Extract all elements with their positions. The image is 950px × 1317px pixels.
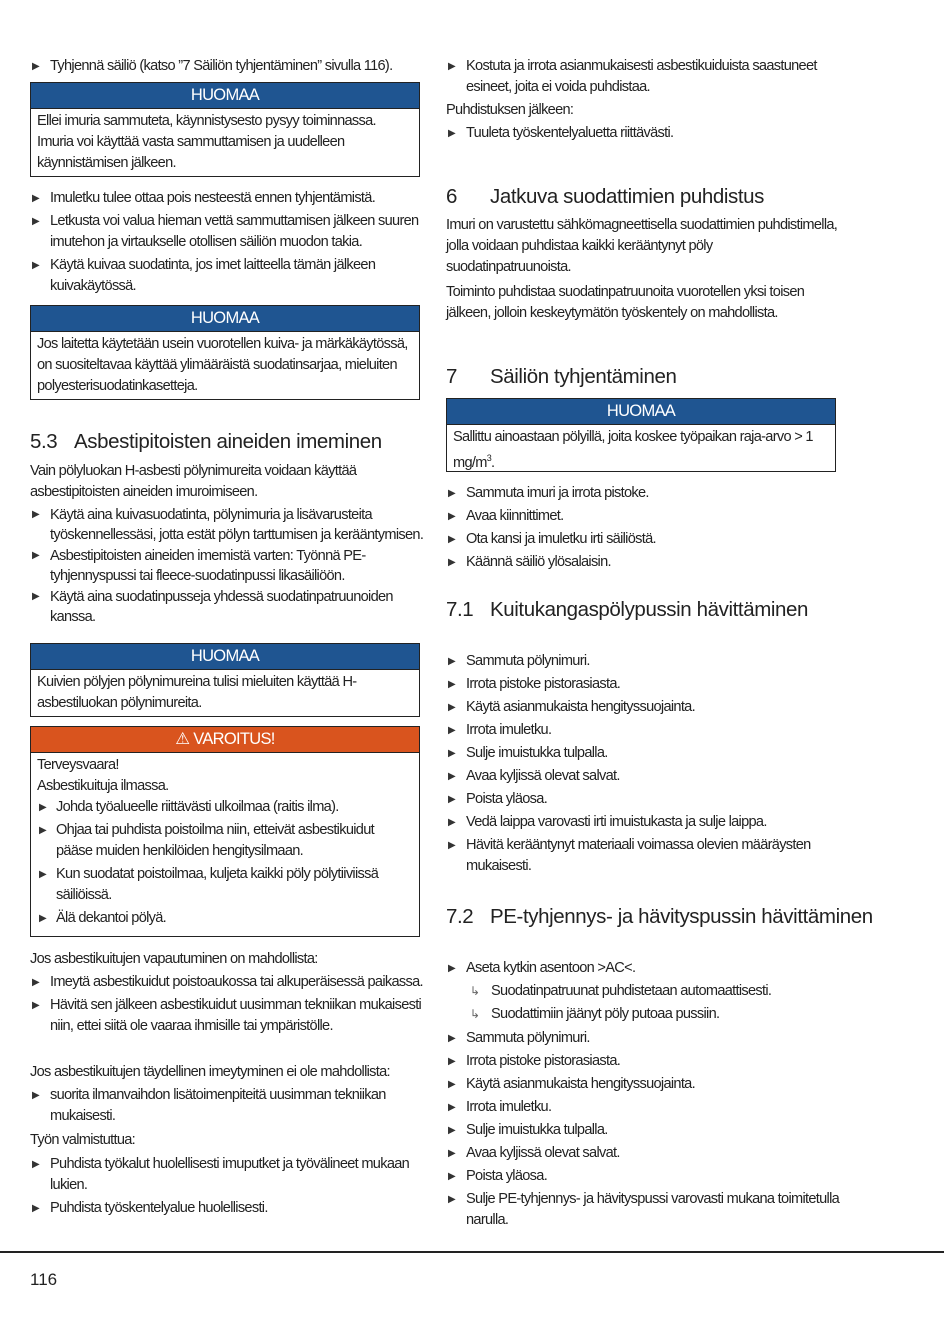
section-title: Säiliön tyhjentäminen	[490, 365, 677, 388]
list-item-text: Käytä asianmukaista hengityssuojainta.	[466, 699, 695, 715]
bullet-triangle-icon: ▶	[32, 61, 39, 72]
result-item	[446, 1004, 840, 1025]
list-item	[446, 1166, 840, 1187]
section-title: Kuitukangaspölypussin hävittäminen	[490, 598, 809, 621]
note-text: Sallittu ainoastaan pölyillä, joita koskee työpaikan raja-arvo > 1 mg/m	[453, 429, 813, 471]
result-arrow-icon: ↳	[470, 1007, 480, 1021]
result-text: Suodatinpatruunat puhdistetaan automaattisesti.	[491, 983, 772, 999]
list-item-text: Sulje PE-tyhjennys- ja hävityspussi varovasti mukana toimitetulla narulla.	[466, 1191, 840, 1228]
bullet-triangle-icon: ▶	[448, 1125, 455, 1136]
list-item-text: Sammuta pölynimuri.	[466, 653, 590, 669]
list-item	[30, 546, 424, 586]
section-number: 5.3	[30, 430, 58, 453]
list-item-text: Aseta kytkin asentoon >AC<.	[466, 960, 636, 976]
list-item-text: Irrota imuletku.	[466, 722, 552, 738]
list-item	[30, 56, 424, 77]
list-item-text: Poista yläosa.	[466, 1168, 548, 1184]
note-text: Ellei imuria sammuteta, käynnistysesto pysyy toiminnassa. Imuria voi käyttää vasta sammuttamisen ja uudelleen käynnistämisen jälkeen.	[37, 113, 376, 171]
list-item-text: Käytä aina kuivasuodatinta, pölynimuria ja lisävarusteita työskennellessäsi, jotta estät pölyn tarttumisen ja kerääntymisen.	[50, 507, 424, 543]
bullet-triangle-icon: ▶	[448, 557, 455, 568]
paragraph: Toiminto puhdistaa suodatinpatruunoita vuorotellen yksi toisen jälkeen, jolloin keskeytymätön työskentely on mahdollista.	[446, 284, 805, 321]
bullet-list	[446, 123, 840, 146]
list-item	[446, 1051, 840, 1072]
result-arrow-icon: ↳	[470, 984, 480, 998]
section-heading	[446, 597, 808, 623]
list-item-text: Irrota pistoke pistorasiasta.	[466, 1053, 621, 1069]
bullet-triangle-icon: ▶	[448, 1056, 455, 1067]
bullet-triangle-icon: ▶	[39, 913, 46, 924]
list-item	[446, 1097, 840, 1118]
list-item-text: Johda työalueelle riittävästi ulkoilmaa (raitis ilma).	[56, 799, 339, 815]
list-item	[446, 1074, 840, 1095]
bullet-list	[446, 958, 840, 1027]
bullet-triangle-icon: ▶	[448, 534, 455, 545]
bullet-triangle-icon: ▶	[32, 1000, 39, 1011]
bullet-triangle-icon: ▶	[32, 1159, 39, 1170]
list-item	[37, 908, 413, 929]
bullet-triangle-icon: ▶	[39, 869, 46, 880]
list-item	[446, 743, 840, 764]
bullet-triangle-icon: ▶	[448, 679, 455, 690]
list-item-text: Käytä aina suodatinpusseja yhdessä suodatinpatruunoiden kanssa.	[50, 589, 393, 625]
warning-box	[30, 726, 420, 937]
list-item	[30, 1085, 424, 1127]
section-title: Asbestipitoisten aineiden imeminen	[74, 430, 382, 453]
bullet-triangle-icon: ▶	[32, 591, 39, 602]
list-item-text: Ohjaa tai puhdista poistoilma niin, etteivät asbestikuidut pääse muiden henkilöiden hengitysilmaan.	[56, 822, 374, 859]
bullet-triangle-icon: ▶	[448, 771, 455, 782]
bullet-triangle-icon: ▶	[448, 748, 455, 759]
list-item	[446, 506, 840, 527]
note-title: HUOMAA	[447, 399, 835, 425]
list-item-text: Käännä säiliö ylösalaisin.	[466, 554, 611, 570]
list-item	[446, 651, 840, 672]
list-item-text: Käytä asianmukaista hengityssuojainta.	[466, 1076, 695, 1092]
list-item	[446, 697, 840, 718]
list-item	[446, 1189, 840, 1231]
bullet-triangle-icon: ▶	[448, 128, 455, 139]
list-item-text: Puhdista työkalut huolellisesti imuputket ja työvälineet mukaan lukien.	[50, 1156, 410, 1193]
section-number: 6	[446, 185, 458, 208]
list-item-text: Hävitä sen jälkeen asbestikuidut uusimman tekniikan mukaisesti niin, ettei siitä ole vaaraa ihmisille tai ympäristölle.	[50, 997, 422, 1034]
note-text: Kuivien pölyjen pölynimureina tulisi mieluiten käyttää H-asbestiluokan pölynimureita.	[37, 674, 357, 711]
bullet-triangle-icon: ▶	[448, 1148, 455, 1159]
bullet-list	[30, 56, 424, 79]
section-heading	[30, 429, 382, 455]
list-item	[30, 255, 424, 297]
note-title: HUOMAA	[31, 306, 419, 332]
warning-text: Terveysvaara!	[37, 757, 119, 773]
list-item	[446, 1120, 840, 1141]
bullet-triangle-icon: ▶	[448, 1194, 455, 1205]
paragraph: Jos asbestikuitujen vapautuminen on mahdollista:	[30, 951, 318, 967]
bullet-triangle-icon: ▶	[448, 61, 455, 72]
bullet-triangle-icon: ▶	[32, 509, 39, 520]
list-item-text: Puhdista työskentelyalue huolellisesti.	[50, 1200, 268, 1216]
list-item-text: Asbestipitoisten aineiden imemistä varten: Työnnä PE-tyhjennyspussi tai fleece-suodatinpussi likasäiliöön.	[50, 548, 366, 584]
list-item-text: Irrota pistoke pistorasiasta.	[466, 676, 621, 692]
list-item	[30, 587, 424, 627]
list-item-text: Poista yläosa.	[466, 791, 548, 807]
bullet-triangle-icon: ▶	[448, 656, 455, 667]
section-number: 7.2	[446, 905, 474, 928]
section-heading	[446, 184, 764, 210]
list-item-text: Letkusta voi valua hieman vettä sammuttamisen jälkeen suuren imutehon ja virtaukselle otollisen säiliön muodon takia.	[50, 213, 419, 250]
list-item-text: Sammuta pölynimuri.	[466, 1030, 590, 1046]
list-item	[37, 864, 413, 906]
section-title: Jatkuva suodattimien puhdistus	[490, 185, 765, 208]
note-title: HUOMAA	[31, 83, 419, 109]
list-item	[446, 720, 840, 741]
section-number: 7	[446, 365, 458, 388]
list-item-text: Avaa kyljissä olevat salvat.	[466, 1145, 620, 1161]
list-item-text: Tuuleta työskentelyaluetta riittävästi.	[466, 125, 674, 141]
list-item-text: Avaa kyljissä olevat salvat.	[466, 768, 620, 784]
list-item-text: Älä dekantoi pölyä.	[56, 910, 167, 926]
bullet-list	[30, 188, 424, 299]
list-item	[30, 972, 424, 993]
bullet-triangle-icon: ▶	[448, 702, 455, 713]
bullet-triangle-icon: ▶	[448, 1102, 455, 1113]
list-item-text: Vedä laippa varovasti irti imuistukasta ja sulje laippa.	[466, 814, 767, 830]
bullet-triangle-icon: ▶	[448, 725, 455, 736]
bullet-list	[446, 56, 840, 100]
list-item-text: Imuletku tulee ottaa pois nesteestä ennen tyhjentämistä.	[50, 190, 376, 206]
list-item	[446, 529, 840, 550]
bullet-list	[446, 483, 840, 575]
note-box	[446, 398, 836, 472]
list-item	[37, 797, 413, 818]
note-box	[30, 82, 420, 177]
note-text-end: .	[491, 454, 495, 471]
list-item	[446, 766, 840, 787]
list-item	[446, 674, 840, 695]
bullet-list	[30, 1085, 424, 1129]
list-item	[446, 1143, 840, 1164]
warning-title: ⚠ VAROITUS!	[31, 727, 419, 753]
bullet-list	[446, 651, 840, 879]
result-item	[446, 981, 840, 1002]
list-item	[446, 789, 840, 810]
list-item-text: Käytä kuivaa suodatinta, jos imet laitteella tämän jälkeen kuivakäytössä.	[50, 257, 376, 294]
list-item	[446, 483, 840, 504]
paragraph: Puhdistuksen jälkeen:	[446, 102, 574, 118]
page-number: 116	[30, 1270, 58, 1289]
bullet-triangle-icon: ▶	[39, 825, 46, 836]
list-item-text: Tyhjennä säiliö (katso ”7 Säiliön tyhjentäminen” sivulla 116).	[50, 58, 393, 74]
bullet-triangle-icon: ▶	[448, 794, 455, 805]
warning-text: Asbestikuituja ilmassa.	[37, 778, 169, 794]
bullet-triangle-icon: ▶	[448, 1171, 455, 1182]
bullet-triangle-icon: ▶	[448, 963, 455, 974]
list-item	[446, 1028, 840, 1049]
bullet-triangle-icon: ▶	[448, 1079, 455, 1090]
list-item-text: Irrota imuletku.	[466, 1099, 552, 1115]
list-item-text: suorita ilmanvaihdon lisätoimenpiteitä uusimman tekniikan mukaisesti.	[50, 1087, 386, 1124]
list-item-text: Imeytä asbestikuidut poistoaukossa tai alkuperäisessä paikassa.	[50, 974, 423, 990]
list-item	[30, 1198, 424, 1219]
list-item	[446, 958, 840, 979]
list-item	[30, 188, 424, 209]
bullet-list	[30, 1154, 424, 1221]
list-item-text: Hävitä kerääntynyt materiaali voimassa olevien määräysten mukaisesti.	[466, 837, 811, 874]
list-item	[30, 1154, 424, 1196]
result-text: Suodattimiin jäänyt pöly putoaa pussiin.	[491, 1006, 720, 1022]
list-item-text: Avaa kiinnittimet.	[466, 508, 564, 524]
footer-divider	[0, 1251, 944, 1253]
list-item	[446, 56, 840, 98]
bullet-triangle-icon: ▶	[32, 977, 39, 988]
paragraph: Vain pölyluokan H-asbesti pölynimureita voidaan käyttää asbestipitoisten aineiden imuroimiseen.	[30, 463, 357, 500]
section-heading	[446, 364, 676, 390]
note-box	[30, 305, 420, 400]
bullet-triangle-icon: ▶	[448, 840, 455, 851]
list-item	[30, 995, 424, 1037]
note-title: HUOMAA	[31, 644, 419, 670]
bullet-triangle-icon: ▶	[32, 1203, 39, 1214]
section-title: PE-tyhjennys- ja hävityspussin hävittäminen	[490, 905, 873, 928]
list-item-text: Sulje imuistukka tulpalla.	[466, 745, 608, 761]
bullet-list	[37, 797, 413, 929]
list-item	[446, 552, 840, 573]
bullet-triangle-icon: ▶	[448, 511, 455, 522]
bullet-triangle-icon: ▶	[32, 1090, 39, 1101]
superscript: 3	[486, 453, 491, 463]
list-item	[446, 835, 840, 877]
note-text: Jos laitetta käytetään usein vuorotellen kuiva- ja märkäkäytössä, on suositeltavaa käyttää ylimääräistä suodatinsarjaa, mieluiten polyesterisuodatinkasetteja.	[37, 336, 408, 394]
bullet-triangle-icon: ▶	[32, 216, 39, 227]
list-item	[446, 123, 840, 144]
bullet-list	[30, 972, 424, 1039]
list-item-text: Kostuta ja irrota asianmukaisesti asbestikuiduista saastuneet esineet, joita ei voida puhdistaa.	[466, 58, 817, 95]
bullet-list	[30, 505, 424, 628]
bullet-triangle-icon: ▶	[448, 488, 455, 499]
list-item	[37, 820, 413, 862]
list-item-text: Sammuta imuri ja irrota pistoke.	[466, 485, 649, 501]
paragraph: Työn valmistuttua:	[30, 1132, 136, 1148]
list-item	[30, 505, 424, 545]
note-box	[30, 643, 420, 717]
list-item	[446, 812, 840, 833]
bullet-triangle-icon: ▶	[32, 260, 39, 271]
bullet-triangle-icon: ▶	[448, 1033, 455, 1044]
list-item-text: Kun suodatat poistoilmaa, kuljeta kaikki pöly pölytiiviissä säiliöissä.	[56, 866, 379, 903]
bullet-list	[446, 1028, 840, 1233]
bullet-triangle-icon: ▶	[39, 802, 46, 813]
bullet-triangle-icon: ▶	[32, 193, 39, 204]
section-number: 7.1	[446, 598, 474, 621]
list-item-text: Sulje imuistukka tulpalla.	[466, 1122, 608, 1138]
paragraph: Jos asbestikuitujen täydellinen imeytyminen ei ole mahdollista:	[30, 1064, 390, 1080]
bullet-triangle-icon: ▶	[32, 550, 39, 561]
paragraph: Imuri on varustettu sähkömagneettisella suodattimien puhdistimella, jolla voidaan puhdistaa kaikki kerääntynyt pöly suodatinpatruunoista.	[446, 217, 838, 275]
list-item	[30, 211, 424, 253]
bullet-triangle-icon: ▶	[448, 817, 455, 828]
list-item-text: Ota kansi ja imuletku irti säiliöstä.	[466, 531, 656, 547]
section-heading	[446, 904, 873, 930]
